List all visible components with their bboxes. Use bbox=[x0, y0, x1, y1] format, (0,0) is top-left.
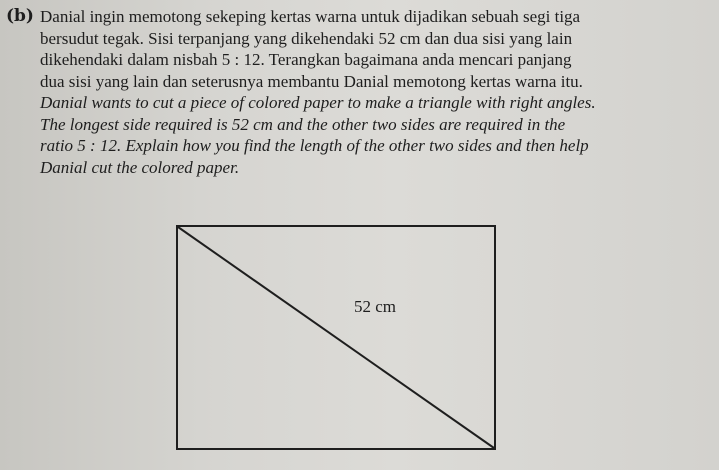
diagonal-line bbox=[178, 227, 494, 448]
malay-line: dua sisi yang lain dan seterusnya membantu Danial memotong kertas warna itu. bbox=[40, 71, 583, 91]
malay-line: Danial ingin memotong sekeping kertas warna untuk dijadikan sebuah segi tiga bbox=[40, 7, 581, 26]
question-text bbox=[40, 6, 712, 178]
english-line: Danial cut the colored paper. bbox=[40, 157, 240, 177]
malay-text bbox=[40, 6, 712, 92]
rectangle-diagram bbox=[176, 225, 496, 450]
english-line: Danial wants to cut a piece of colored paper to make a triangle with right angles. bbox=[40, 93, 596, 112]
english-text bbox=[40, 92, 712, 178]
malay-line: dikehendaki dalam nisbah 5 : 12. Terangkan bagaimana anda mencari panjang bbox=[40, 50, 572, 69]
question-number: (b) bbox=[6, 6, 34, 26]
english-line: The longest side required is 52 cm and the other two sides are required in the bbox=[40, 114, 566, 134]
malay-line: bersudut tegak. Sisi terpanjang yang dikehendaki 52 cm dan dua sisi yang lain bbox=[40, 28, 573, 48]
english-line: ratio 5 : 12. Explain how you find the length of the other two sides and then help bbox=[40, 136, 589, 155]
paper-diagram bbox=[176, 225, 496, 450]
diagonal-length-label: 52 cm bbox=[354, 297, 397, 316]
